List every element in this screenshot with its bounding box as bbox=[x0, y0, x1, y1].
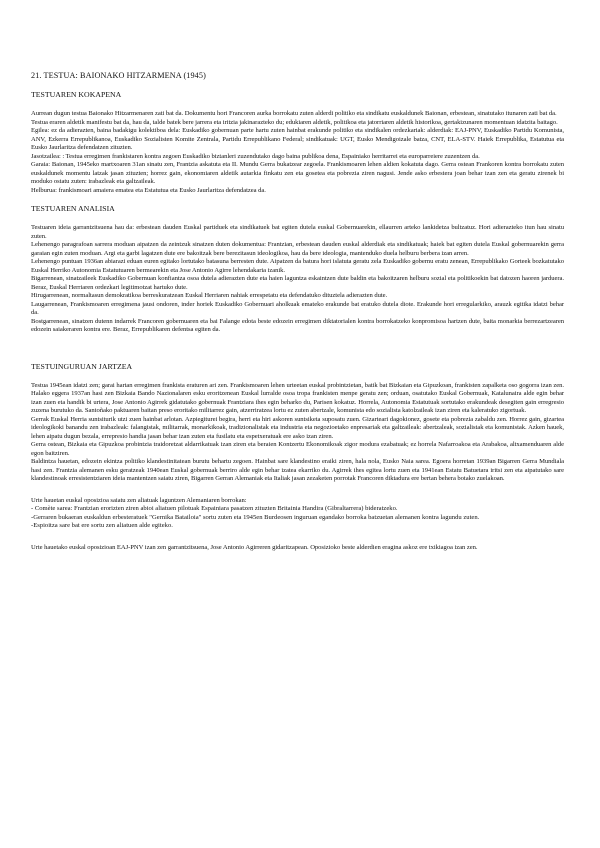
paragraph: Testua eraren aldetik manifestu bat da, hau da, talde batek bere jarrera eta iritzia jakinarazteko du; edukiaren aldetik, politikoa eta jatorriaren aldetik historikoa, gertakizunaren momentuan idatzita baitago. bbox=[31, 118, 558, 126]
closing-paragraph: Urte hauetako euskal oposizioan EAJ-PNV izan zen garrantzitsuena, Jose Antonio Agirreren gidaritzapean. Oposizioko beste alderdien eragina askoz ere txikiagoa izan zen. bbox=[31, 543, 478, 551]
paragraph: Gerrak Euskal Herria suntsiturik utzi zuen hainbat arlotan. Azpiegiturei begira, herri eta hiri askoren suntsiketa suposatu zuen. Gizarteari dagokionez, gosete eta pobrezia zabaldu zen. Horrez gain, gizartea ideologikoki banandu zen irabazleak: falangistak, militarrak, monarkikoak, tradizionalistak eta industria eta negozioetako enpresariak eta galtzaileak: abertzaleak, sozialistak eta komunistak. Azken hauek, lehen aipatu dugun bezala, errepresio handia jasan behar izan zuten eta fusilatu eta espetxeratuak ere asko izan ziren. bbox=[31, 415, 564, 440]
list-item: - Comète sarea: Frantzian erorizten ziren abioi aliatuen pilotuak Espainiara pasatzen zituzten Britainia Handira (Gibraltarrera) bideratzeko. bbox=[31, 505, 398, 512]
paragraph: Jasotzailea: : Testua erregimen frankistaren kontra zegoen Euskadiko biztanleri zuzendutako dago baina publikoa dena, Espainiako herritarrei eta europarreiere zuzentzen da. bbox=[31, 152, 480, 160]
list-item: -Espioitza sare bat ere sortu zen aliatuen alde egiteko. bbox=[31, 522, 173, 529]
paragraph: Testua 1945ean idatzi zen; garai hartan erregimen frankista eraturen ari zen. Frankismoaren lehen urteetan euskal probintzietan, batik bat Bizkaian eta Gipuzkoan, frankisten zapalketa oso gogorra izan zen. Halako eggera 1937an hasi zen Bizkaia Bando Nazionalaren esku eroritzenean Euskal lurralde osoa tropa frankisten menpe geratu zen; orduan, osatutako Euskal Gobernuak, Katalunaira alde egin behar izan zuen eta handik bi urtera, Jose Antonio Agirrek gidatutako gobernuak Frantziara ihes egin beharko du, Parisen kokatuz. Horrela, Autonomia Estatutuak sortutako erakundeak desegiten gain erregresio zuzena burutuko da. Santoñako paktuaren baitan preso eroritako militarrez gain, atzerriratzea lortu ez zuten abertzale, komunista edo sozialista katolzaileak izan ziren eta kaleratuko zigortuak. bbox=[31, 381, 564, 414]
paragraph: Bigarrenean, sinatzaileek Euskadiko Gobernuan konfiantza osoa dutela adierazten dute eta haien laguntza eskaintzen dute baldin eta bakoitzaren helburu sozial eta politikoekin bat datozen haoren jarduera. Beraz, Euskal Herriaren ordezkari legitimotzat hartuko dute. bbox=[31, 275, 564, 291]
paragraph: Gerra ostean, Bizkaia eta Gipuzkoa probintzia traidoretzat aldarrikatuak izan ziren eta beraien Kontzertu Ekonomikoak zigor modura ezabatuak; ez horrela Nafarroakoa eta Arabakoa, altxamenduaren alde egon baitziren. bbox=[31, 441, 564, 457]
paragraph: Garaia: Baionan, 1945eko martxoaren 31an sinatu zen, Frantzia askatuta eta II. Mundu Gerra bukatzear zegoela. Frankismoaren lehen aldien kokatuta dago. Gerra ostean Frankoren kontra borrokatu zuten euskaldunek momentu latzak jasan zituzten; horrez gain, ekonomiaren aldetik autarkia finkatu zen eta gosetea eta pobrezia ziren nagusi. Jende asko erbestera joan behar izan zen eta geratu zirenek bi moduko ostatu zuten: irabazleak eta galtzaileak. bbox=[31, 161, 564, 185]
paragraph: Hirugarrenean, normaltasun demokratikoa berreskuratzean Euskal Herriaren nahiak errespetatu eta defendatuko dituztela adierazten dute. bbox=[31, 292, 388, 299]
list-intro: Urte hauetan euskal oposizioa saiatu zen aliatuak laguntzen Alemaniaren borrokan: bbox=[31, 496, 247, 504]
paragraph: Egilea: ez da adierazten, baina badakigu kolektiboa dela: Euskadiko gobernuan parte hartu zuten hainbat erakunde politiko eta sindikalen ordezkariak: alderdiak: EAJ-PNV, Euskadiko Partidu Komunista, ANV, Ezkerra Errepublikanoa, Euskadiko Sozialisten Komite Zentrala, Partidu Errepublikano Federal; sindikatuak: UGT, Eusko Mendigoizale batza, CNT, ELA-STV. Haiek Errepublika, Estatutua eta Eusko Jaurlaritza defendatzen zituzten. bbox=[31, 127, 564, 151]
section-iruzkina bbox=[31, 382, 564, 553]
paragraph: Helburua: frankismoari amaiera ematea eta Estatutua eta Eusko Jaurlaritza defendatzea da. bbox=[31, 186, 266, 194]
paragraph: Laugarrenean, Frankismoaren erregimena jausi ondoren, inder horiek Euskadiko Gobernuari aholkuak emateko erakunde bat eratuko dutela diote. Erakunde hori erregularkiko, arauzk egitika idatzi behar da. bbox=[31, 300, 564, 316]
document-title: 21. TESTUA: BAIONAKO HITZARMENA (1945) bbox=[31, 71, 206, 80]
paragraph: Baldintza hauetan, edozein ekintza politiko klandestinitatean burutu behartu zegoen. Hainbat sare klandestino eraiki ziren, hala nola, Eusko Naia sarea. Egoera horretan 1939an Bigarren Gerra Mundiala hasi zen. Frantzia alemanen esku geratzeak 1940ean Euskal gobernuak berriro alde egin behar izatea ekarriko du. Agirrek ihes egitea lortu zuen eta 1941ean Estatu Batuetara iritsi zen eta aipatutako sare klandestinoak erresistentziaren ideia mantentzen saiatu ziren, Bigarren Gerran Alemaniak eta Italiak jasan zezaketen porrotak Francoren diktadura ere bertan behera botako zuelakoan. bbox=[31, 458, 564, 482]
section-heading-kokapena: TESTUAREN KOKAPENA bbox=[31, 90, 122, 99]
opposition-list bbox=[31, 505, 564, 531]
paragraph: Bostgarrenean, sinatzen dutenn indarrek Francoren gobernuaren eta bai Falange edota beste edozein erregimen diktatorialen kontra borrokatzeko konpromisoa hartzen dute, baita monarkia berrezartzearen edozein saiakeraren kontra ere. Beraz, Errepublikaren defentsa egiten da. bbox=[31, 317, 564, 333]
section-kokapena bbox=[31, 110, 564, 195]
section-heading-analisia: TESTUAREN ANALISIA bbox=[31, 204, 115, 213]
section-heading-iruzkina: TESTUINGURUAN JARTZEA bbox=[31, 361, 133, 371]
list-item: -Gerraren bukaeran euskaldun erbesteratuek "Gernika Batailoia" sortu zuten eta 1945en Burdeosen inguruan egandako borroka batzuetan alemanen kontra lagundu zuten. bbox=[31, 513, 480, 521]
paragraph: Lehenengo paragrafoan sarrera moduan aipatzen da zeintzuk sinatzen duten dokumentua: Frantzian, erbestean dauden euskal alderdiak eta sindikatuak; haiek bat egiten dutela Euskal gobernuarekin gerra garaian egin zuten moduan. Argi eta garbi lagatzen dute ere bakoitzak bere berezitasun ideologikoa, hau da bere ideologia, mantenduko duela helburu berbera izan arren. bbox=[31, 241, 564, 257]
paragraph: Aurrean dugun testua Baionako Hitzarmenaren zati bat da. Dokumentu hori Francoren aurka borrokatu zuten alderdi politiko eta sindikatu euskaldunek Baionan, erbestean, sinatutako itunaren zati bat da. bbox=[31, 110, 557, 117]
paragraph: Testuaren ideia garrantzitsuena hau da: erbestean dauden Euskal partiduek eta sindikatuek bat egiten dutela euskal Gobernuarekin, ellaurren arteko lankidetza bultzatuz. Hori adierazteko itun hau sinatu zuten. bbox=[31, 224, 564, 240]
paragraph: Lehenengo puntuan 1936an abiarazi eduan euren egitako lortutako batasuna berresten dute. Aipatzen da batura hori islatuta geratu zela Euskadiko gobernu eratu zenean, Errepublikako Gorteek bozkatutako Euskal Herriko Autonomia Estatutuaren bermearekin eta Jose Antonio Agirre lehendakaria izanik. bbox=[31, 258, 564, 274]
section-analisia bbox=[31, 224, 564, 335]
